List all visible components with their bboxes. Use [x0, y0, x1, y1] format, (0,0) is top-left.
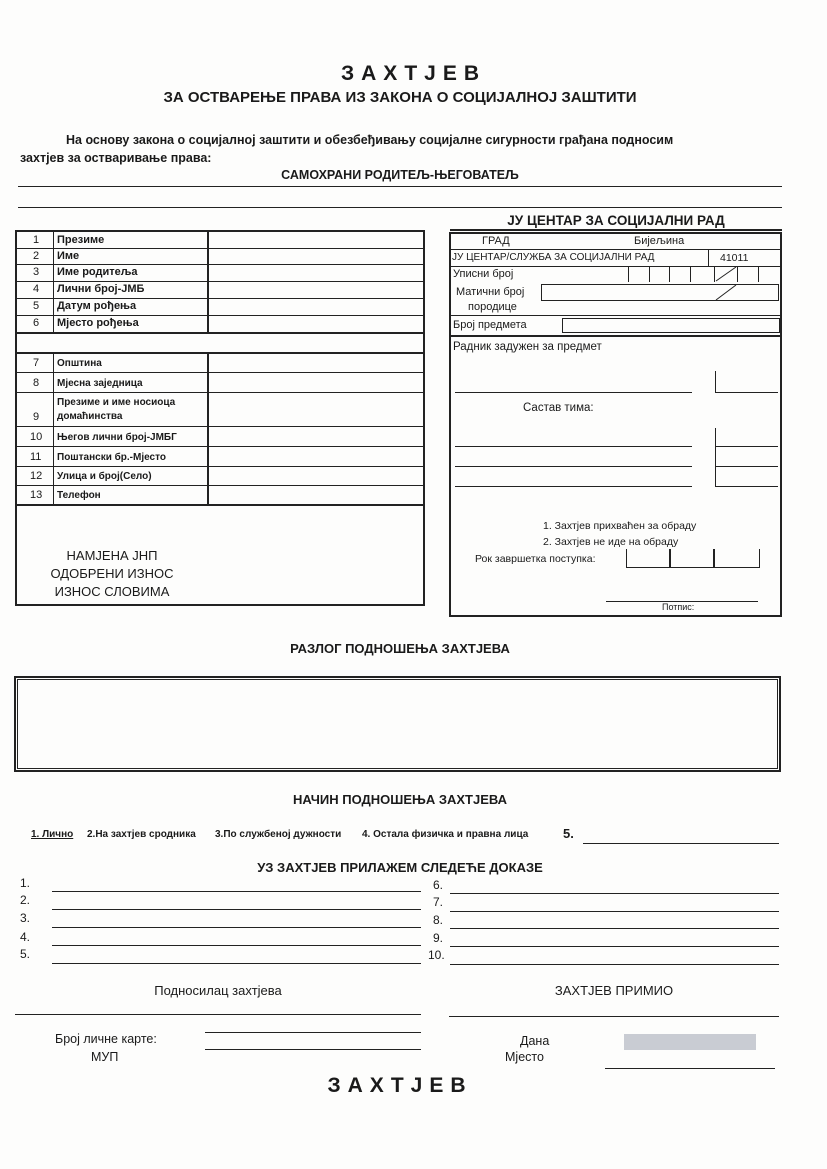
evidence-left-1-field[interactable]	[52, 891, 421, 892]
intro-line-1: На основу закона о социјалној заштити и обезбеђивању социјалне сигурности грађана подносим	[66, 133, 674, 147]
row-10-label: Његов лични број-ЈМБГ	[57, 432, 177, 443]
row-10-field[interactable]	[210, 428, 422, 445]
row-9-field[interactable]	[210, 394, 422, 425]
evidence-left-5: 5.	[20, 947, 31, 961]
evidence-right-10: 10.	[428, 948, 445, 962]
row-1-num: 1	[33, 234, 40, 246]
page-title: ЗАХТЈЕВ	[340, 62, 486, 85]
evidence-left-2-field[interactable]	[52, 909, 421, 910]
row-6-num: 6	[33, 317, 40, 329]
licna-karta-label: Број личне карте:	[55, 1032, 157, 1046]
row-9-label-line1: Презиме и име носиоца	[57, 397, 176, 408]
row-12-label: Улица и број(Село)	[57, 471, 152, 482]
grad-value: Бијељина	[634, 235, 685, 247]
sastav-label: Састав тима:	[523, 402, 594, 414]
row-2-num: 2	[33, 250, 40, 262]
upisni-field[interactable]	[628, 267, 778, 282]
row-7-num: 7	[33, 357, 40, 369]
evidence-right-10-field[interactable]	[450, 964, 779, 965]
row-5-num: 5	[33, 300, 40, 312]
licna-karta-field[interactable]	[205, 1032, 421, 1033]
evidence-left-4-field[interactable]	[52, 945, 421, 946]
mup-field[interactable]	[205, 1049, 421, 1050]
evidence-right-6-field[interactable]	[450, 893, 779, 894]
row-11-field[interactable]	[210, 448, 422, 465]
row-11-num: 11	[30, 451, 42, 463]
row-8-num: 8	[33, 377, 40, 389]
option-not-accepted: 2. Захтјев не иде на обраду	[543, 536, 679, 548]
evidence-left-5-field[interactable]	[52, 963, 421, 964]
grad-label: ГРАД	[482, 235, 510, 247]
row-10-num: 10	[30, 431, 43, 443]
row-9-label-line2: домаћинства	[57, 411, 123, 422]
center-heading: ЈУ ЦЕНТАР ЗА СОЦИЈАЛНИ РАД	[507, 213, 725, 228]
evidence-heading: УЗ ЗАХТЈЕВ ПРИЛАЖЕМ СЛЕДЕЋЕ ДОКАЗЕ	[257, 860, 543, 875]
page-subtitle: ЗА ОСТВАРЕЊЕ ПРАВА ИЗ ЗАКОНА О СОЦИЈАЛНОЈ ЗАШТИТИ	[163, 89, 637, 106]
row-3-label: Име родитеља	[57, 266, 138, 278]
right-type-underline	[18, 186, 782, 187]
right-type-line-2	[18, 207, 782, 208]
mjesto-label: Мјесто	[505, 1050, 544, 1064]
bottom-title: ЗАХТЈЕВ	[327, 1074, 473, 1097]
rok-field[interactable]	[626, 549, 760, 568]
evidence-left-1: 1.	[20, 876, 31, 890]
method-other-field[interactable]	[583, 843, 779, 844]
row-1-label: Презиме	[57, 234, 105, 246]
row-6-field[interactable]	[210, 316, 422, 331]
row-7-field[interactable]	[210, 355, 422, 371]
maticni-label-1: Матични број	[456, 286, 525, 298]
method-option-2[interactable]: 2.На захтјев сродника	[87, 829, 196, 840]
row-8-field[interactable]	[210, 374, 422, 391]
predmet-field[interactable]	[562, 318, 780, 333]
mjesto-field[interactable]	[605, 1068, 775, 1069]
evidence-left-2: 2.	[20, 893, 31, 907]
row-5-label: Датум рођења	[57, 300, 137, 312]
rok-label: Рок завршетка поступка:	[475, 553, 596, 565]
evidence-right-8: 8.	[433, 913, 444, 927]
evidence-right-7: 7.	[433, 895, 444, 909]
podnosilac-label: Подносилац захтјева	[154, 983, 282, 998]
namjena-jnp-label: НАМЈЕНА ЈНП	[66, 548, 158, 563]
upisni-label: Уписни број	[453, 268, 514, 280]
predmet-label: Број предмета	[453, 319, 527, 331]
row-12-field[interactable]	[210, 468, 422, 484]
radnik-label: Радник задужен за предмет	[453, 341, 602, 353]
row-4-field[interactable]	[210, 282, 422, 297]
mup-label: МУП	[91, 1050, 119, 1064]
podnosilac-signature-line[interactable]	[15, 1014, 421, 1015]
evidence-right-9-field[interactable]	[450, 946, 779, 947]
row-6-label: Мјесто рођења	[57, 317, 139, 329]
row-5-field[interactable]	[210, 299, 422, 314]
maticni-label-2: породице	[468, 301, 517, 313]
primio-label: ЗАХТЈЕВ ПРИМИО	[554, 983, 674, 998]
evidence-left-3: 3.	[20, 911, 31, 925]
method-option-3[interactable]: 3.По службеној дужности	[215, 829, 342, 840]
evidence-right-9: 9.	[433, 931, 444, 945]
row-3-field[interactable]	[210, 265, 422, 280]
iznos-slovima-label: ИЗНОС СЛОВИМА	[54, 584, 170, 599]
dana-label: Дана	[520, 1034, 550, 1048]
intro-line-2: захтјев за остваривање права:	[20, 151, 212, 165]
method-option-4[interactable]: 4. Остала физичка и правна лица	[362, 829, 529, 840]
row-3-num: 3	[33, 266, 40, 278]
maticni-slash-mark	[714, 284, 738, 301]
row-11-label: Поштански бр.-Мјесто	[57, 452, 166, 463]
row-9-num: 9	[33, 411, 40, 423]
reason-heading: РАЗЛОГ ПОДНОШЕЊА ЗАХТЈЕВА	[290, 641, 510, 656]
primio-signature-line[interactable]	[449, 1016, 779, 1017]
evidence-right-8-field[interactable]	[450, 928, 779, 929]
sluzba-label: ЈУ ЦЕНТАР/СЛУЖБА ЗА СОЦИЈАЛНИ РАД	[452, 252, 655, 263]
method-heading: НАЧИН ПОДНОШЕЊА ЗАХТЈЕВА	[292, 792, 508, 807]
row-2-label: Име	[57, 250, 80, 262]
row-13-num: 13	[30, 489, 43, 501]
reason-textarea[interactable]	[14, 676, 781, 772]
evidence-right-7-field[interactable]	[450, 911, 779, 912]
row-2-field[interactable]	[210, 249, 422, 263]
row-4-label: Лични број-ЈМБ	[57, 283, 145, 295]
sluzba-code: 41011	[720, 252, 749, 264]
row-4-num: 4	[33, 283, 40, 295]
method-option-1[interactable]: 1. Лично	[31, 829, 74, 840]
evidence-left-3-field[interactable]	[52, 927, 421, 928]
row-13-field[interactable]	[210, 487, 422, 503]
evidence-left-4: 4.	[20, 930, 31, 944]
row-7-label: Општина	[57, 358, 102, 369]
date-redacted-field[interactable]	[624, 1034, 756, 1050]
potpis-label: Потпис:	[662, 602, 695, 612]
row-13-label: Телефон	[57, 490, 101, 501]
row-12-num: 12	[30, 470, 43, 482]
odobreni-iznos-label: ОДОБРЕНИ ИЗНОС	[50, 566, 174, 581]
evidence-right-6: 6.	[433, 878, 444, 892]
method-option-5: 5.	[563, 826, 574, 841]
option-accepted: 1. Захтјев прихваћен за обраду	[543, 520, 697, 532]
row-8-label: Мјесна заједница	[57, 378, 143, 389]
row-1-field[interactable]	[210, 233, 422, 247]
maticni-field[interactable]	[541, 284, 779, 301]
right-type-label: САМОХРАНИ РОДИТЕЉ-ЊЕГОВАТЕЉ	[281, 168, 519, 182]
